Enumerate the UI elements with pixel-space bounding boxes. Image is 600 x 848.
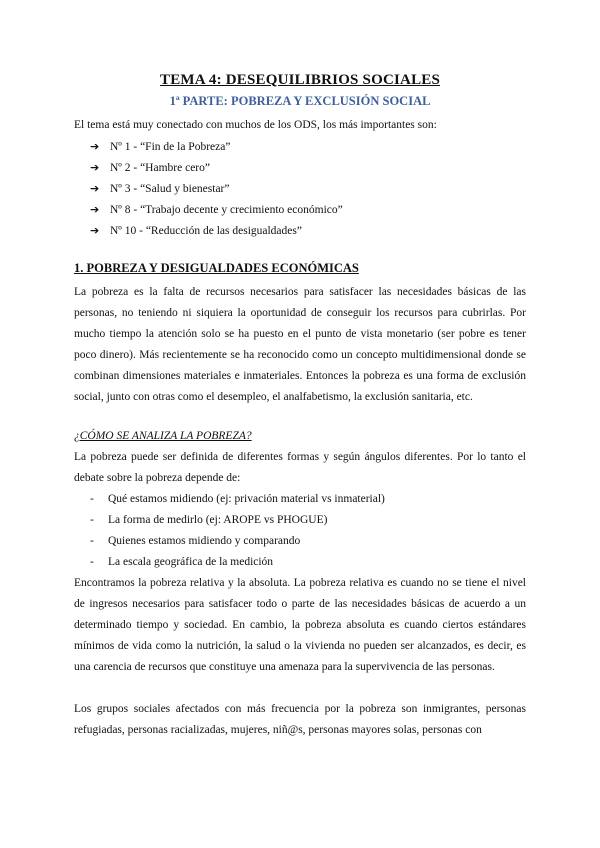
- arrow-icon: ➔: [90, 203, 100, 216]
- dash-bullet: -: [90, 535, 94, 547]
- paragraph-analysis: La pobreza puede ser definida de diferentes formas y según ángulos diferentes. Por lo tanto el debate sobre la pobreza depende de:: [74, 451, 526, 484]
- ods-item-label: Nº 3 - “Salud y bienestar”: [110, 183, 230, 195]
- page-subtitle: 1ª PARTE: POBREZA Y EXCLUSIÓN SOCIAL: [169, 94, 431, 108]
- ods-item-label: Nº 8 - “Trabajo decente y crecimiento económico”: [110, 204, 343, 216]
- list-item: [90, 199, 343, 220]
- arrow-icon: ➔: [90, 140, 100, 153]
- intro-text: El tema está muy conectado con muchos de los ODS, los más importantes son:: [74, 119, 437, 131]
- dash-bullet: -: [90, 493, 94, 505]
- list-item: [90, 178, 343, 199]
- list-item: [90, 552, 385, 573]
- dash-item-label: Quienes estamos midiendo y comparando: [108, 535, 301, 547]
- list-item: [90, 510, 385, 531]
- dash-item-label: La forma de medirlo (ej: AROPE vs PHOGUE): [108, 514, 328, 526]
- arrow-icon: ➔: [90, 224, 100, 237]
- list-item: [90, 157, 343, 178]
- ods-item-label: Nº 2 - “Hambre cero”: [110, 162, 210, 174]
- dash-bullet: -: [90, 514, 94, 526]
- dash-bullet: -: [90, 556, 94, 568]
- list-item: [90, 531, 385, 552]
- dash-list: [90, 489, 385, 573]
- paragraph-social-groups: Los grupos sociales afectados con más frecuencia por la pobreza son inmigrantes, personas refugiadas, personas racializadas, mujeres, niñ@s, personas mayores solas, personas con: [74, 703, 526, 736]
- page-title: TEMA 4: DESEQUILIBRIOS SOCIALES: [159, 72, 441, 88]
- list-item: [90, 220, 343, 241]
- ods-item-label: Nº 1 - “Fin de la Pobreza”: [110, 141, 231, 153]
- ods-list: [90, 136, 343, 241]
- arrow-icon: ➔: [90, 182, 100, 195]
- dash-item-label: La escala geográfica de la medición: [108, 556, 274, 568]
- question-heading: ¿CÓMO SE ANALIZA LA POBREZA?: [74, 430, 252, 442]
- section-heading: 1. POBREZA Y DESIGUALDADES ECONÓMICAS: [74, 261, 359, 275]
- ods-item-label: Nº 10 - “Reducción de las desigualdades”: [110, 225, 302, 237]
- dash-item-label: Qué estamos midiendo (ej: privación material vs inmaterial): [108, 493, 385, 505]
- list-item: [90, 489, 385, 510]
- paragraph-poverty-definition: La pobreza es la falta de recursos necesarios para satisfacer las necesidades básicas de las personas, no teniendo ni siquiera la oportunidad de conseguir los recursos para cubrirlas. Por mucho tiempo la atención solo se ha puesto en el punto de vista monetario (ser pobre es tener poco dinero). Más recientemente se ha reconocido como un concepto multidimensional donde se combinan dimensiones materiales e inmateriales. Entonces la pobreza es una forma de exclusión social, junto con otras como el desempleo, el analfabetismo, la exclusión sanitaria, etc.: [74, 286, 526, 403]
- arrow-icon: ➔: [90, 161, 100, 174]
- paragraph-relative-absolute: Encontramos la pobreza relativa y la absoluta. La pobreza relativa es cuando no se tiene el nivel de ingresos necesarios para satisfacer todo o parte de las necesidades básicas de acuerdo a un determinado tiempo y sociedad. En cambio, la pobreza absoluta es cuando ciertos estándares mínimos de vida como la nutrición, la salud o la vivienda no pueden ser alcanzados, es decir, es una carencia de recursos que constituye una amenaza para la supervivencia de las personas.: [74, 577, 526, 673]
- list-item: [90, 136, 343, 157]
